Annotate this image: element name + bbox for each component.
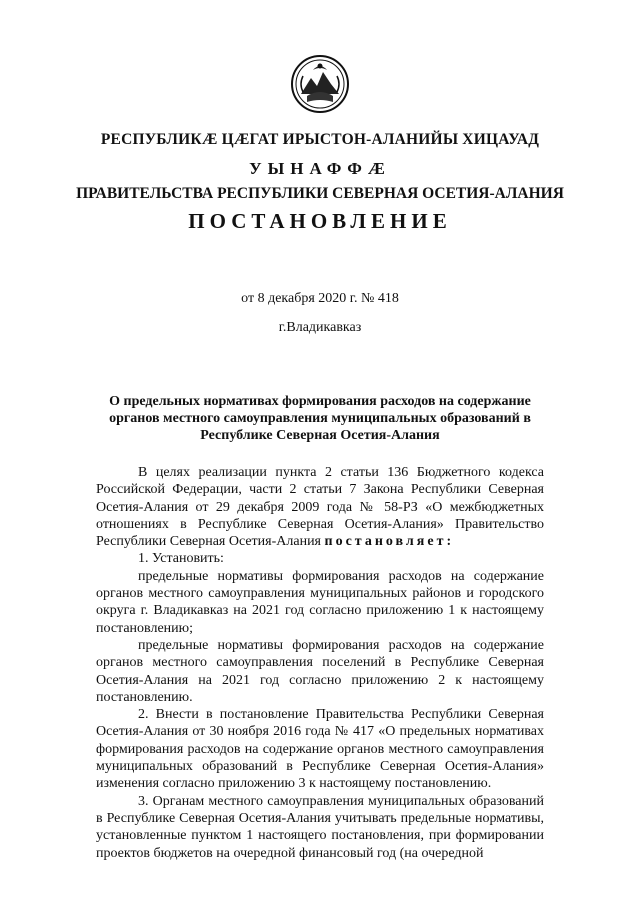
item-2: 2. Внести в постановление Правительства Республики Северная Осетия-Алания от 30 ноября 2016 года № 417 «О предельных нормативах формирования расходов на содержание органов местного самоуправления муниципальных образований в Республике Северная Осетия-Алания» изменения согласно приложению 3 к настоящему постановлению. — [96, 707, 544, 792]
item-3: 3. Органам местного самоуправления муниципальных образований в Республике Северная Осетия-Алания учитывать предельные нормативы, установленные пунктом 1 настоящего постановления, при формировании проектов бюджетов на очередной финансовый год (на очередной — [96, 793, 544, 861]
item-1-a: предельные нормативы формирования расходов на содержание органов местного самоуправления муниципальных районов и городского округа г. Владикавказ на 2021 год согласно приложению 1 к настоящему постановлению; — [96, 568, 544, 636]
document-title: О предельных нормативах формирования расходов на содержание органов местного самоуправления муниципальных образований в Республике Северная Осетия-Алания — [109, 394, 531, 443]
item-1: 1. Установить: — [138, 551, 224, 567]
document-body — [96, 464, 544, 862]
item-1-b: предельные нормативы формирования расходов на содержание органов местного самоуправления поселений в Республике Северная Осетия-Алания на 2021 год согласно приложению 2 к настоящему постановлению. — [96, 637, 544, 705]
coat-of-arms-emblem — [291, 52, 349, 116]
decree-date-number: от 8 декабря 2020 г. № 418 — [241, 291, 399, 306]
city-name: г.Владикавказ — [278, 320, 362, 335]
intro-text: В целях реализации пункта 2 статьи 136 Бюджетного кодекса Российской Федерации, части 2 статьи 7 Закона Республики Северная Осетия-Алания от 29 декабря 2009 года № 58-РЗ «О межбюджетных отношениях в Республике Северная Осетия-Алания» Правительство Республики Северная Осетия-Алания — [96, 465, 544, 550]
ossetian-republic-heading: РЕСПУБЛИКӔ ЦӔГАТ ИРЫСТОН-АЛАНИЙЫ ХИЦАУАД — [100, 131, 540, 148]
ossetian-decree-heading: УЫНАФФӔ — [249, 159, 391, 178]
decrees-word: постановляет: — [324, 534, 455, 550]
intro-paragraph — [96, 464, 544, 550]
decree-heading: ПОСТАНОВЛЕНИЕ — [188, 209, 452, 233]
government-heading: ПРАВИТЕЛЬСТВА РЕСПУБЛИКИ СЕВЕРНАЯ ОСЕТИЯ-АЛАНИЯ — [76, 185, 564, 202]
